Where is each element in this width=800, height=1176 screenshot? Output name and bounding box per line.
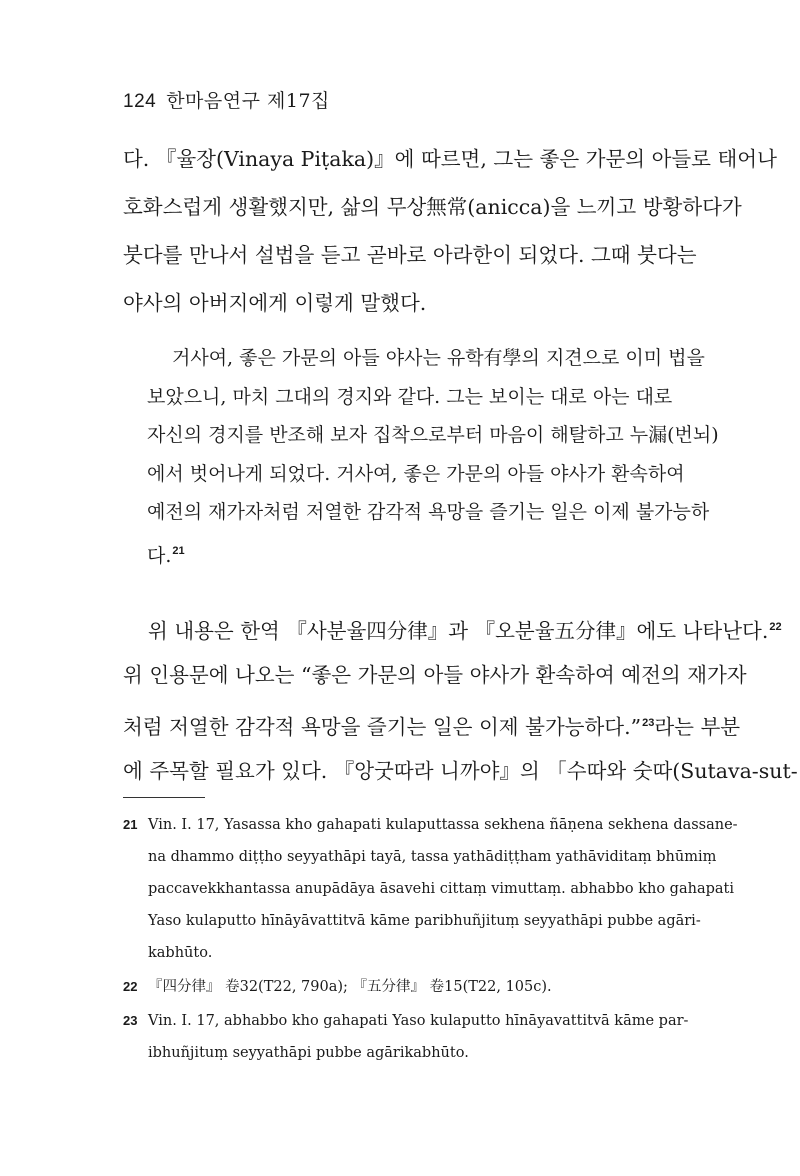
footnote-line: na dhammo diṭṭho seyyathāpi tayā, tassa yathādiṭṭham yathāviditaṃ bhūmiṃ	[148, 849, 717, 865]
footnote-text: Vin. Ⅰ. 17, abhabbo kho gahapati Yaso kulaputto hīnāyavattitvā kāme par-	[148, 1013, 689, 1029]
footnote-line: ibhuñjituṃ seyyathāpi pubbe agārikabhūto.	[148, 1045, 469, 1061]
journal-title: 한마음연구 제17집	[166, 90, 330, 112]
quote-line: 에서 벗어나게 되었다. 거사여, 좋은 가문의 아들 야사가 환속하여	[147, 462, 685, 485]
footnote-line	[123, 971, 675, 1003]
footnote-line: paccavekkhantassa anupādāya āsavehi cittaṃ vimuttaṃ. abhabbo kho gahapati	[148, 881, 734, 897]
block-quote	[147, 339, 719, 570]
quote-line: 보았으니, 마치 그대의 경지와 같다. 그는 보이는 대로 아는 대로	[147, 385, 673, 408]
paragraph-line	[123, 603, 782, 651]
paragraph-text: 라는 부분	[654, 715, 741, 739]
paragraph-text: 위 내용은 한역 『사분율四分律』과 『오분율五分律』에도 나타난다.	[148, 619, 769, 643]
footnote-line	[123, 1005, 689, 1037]
quote-line: 거사여, 좋은 가문의 아들 야사는 유학有學의 지견으로 이미 법을	[172, 347, 705, 369]
paragraph-line	[123, 699, 741, 747]
footnote-ref-23[interactable]: 23	[642, 717, 655, 729]
footnote-text: Vin. Ⅰ. 17, Yasassa kho gahapati kulaputtassa sekhena ñāṇena sekhena dassane-	[148, 817, 738, 833]
paragraph-text: 처럼 저열한 감각적 욕망을 즐기는 일은 이제 불가능하다.”	[123, 715, 642, 739]
running-header	[123, 86, 330, 113]
quote-line-last	[147, 532, 659, 571]
page-number: 124	[123, 91, 157, 112]
paragraph-1	[123, 135, 777, 327]
quote-text: 다.	[147, 544, 172, 567]
footnote-line: Yaso kulaputto hīnāyāvattitvā kāme paribhuñjituṃ seyyathāpi pubbe agāri-	[148, 913, 701, 929]
footnote-number: 23	[123, 1013, 138, 1028]
footnote-21	[123, 809, 738, 969]
footnote-22	[123, 971, 675, 1003]
paragraph-line: 호화스럽게 생활했지만, 삶의 무상無常(anicca)을 느끼고 방황하다가	[123, 195, 742, 219]
footnote-number: 21	[123, 817, 138, 832]
footnotes	[123, 809, 738, 1069]
quote-line: 자신의 경지를 반조해 보자 집착으로부터 마음이 해탈하고 누漏(번뇌)	[147, 424, 719, 446]
footnote-number: 22	[123, 979, 138, 994]
footnote-divider	[123, 797, 205, 798]
footnote-ref-22[interactable]: 22	[769, 621, 782, 633]
paragraph-line: 다. 『율장(Vinaya Piṭaka)』에 따르면, 그는 좋은 가문의 아들로 태어나	[123, 147, 777, 171]
paragraph-line: 야사의 아버지에게 이렇게 말했다.	[123, 291, 427, 315]
footnote-text: 『四分律』 卷32(T22, 790a); 『五分律』 卷15(T22, 105c).	[148, 979, 552, 995]
quote-line: 예전의 재가자처럼 저열한 감각적 욕망을 즐기는 일은 이제 불가능하	[147, 501, 710, 523]
paragraph-line: 에 주목할 필요가 있다. 『앙굿따라 니까야』의 「수따와 숫따(Sutava-sut-	[123, 759, 798, 783]
paragraph-2	[123, 603, 798, 795]
footnote-line: kabhūto.	[148, 945, 213, 961]
paragraph-line: 위 인용문에 나오는 “좋은 가문의 아들 야사가 환속하여 예전의 재가자	[123, 663, 747, 687]
paragraph-line: 붓다를 만나서 설법을 듣고 곧바로 아라한이 되었다. 그때 붓다는	[123, 243, 697, 267]
footnote-ref-21[interactable]: 21	[172, 544, 185, 557]
footnote-line	[123, 809, 738, 841]
footnote-23	[123, 1005, 689, 1069]
